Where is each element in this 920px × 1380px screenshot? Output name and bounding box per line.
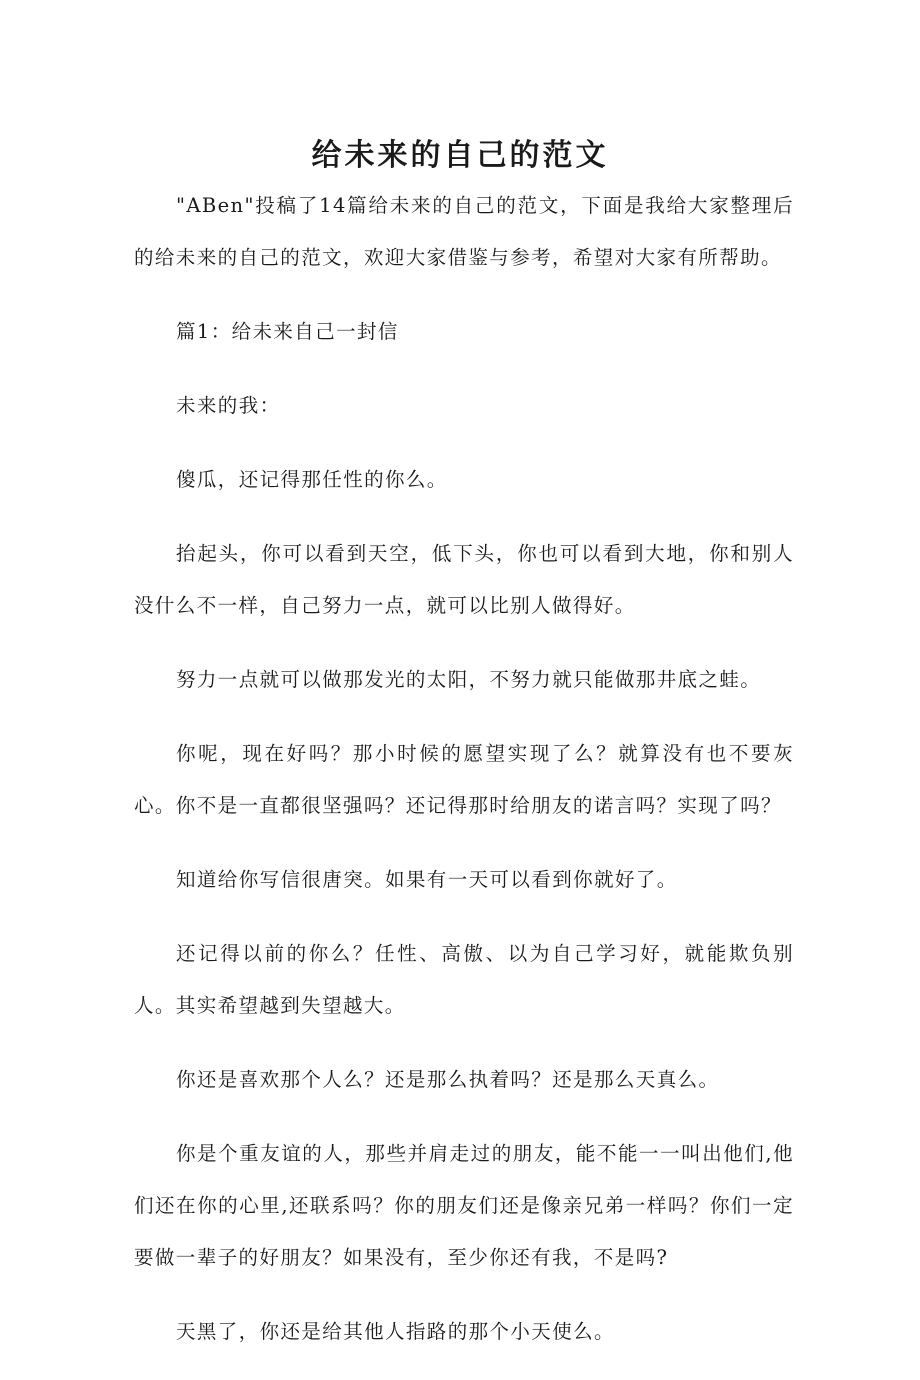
letter-salutation: 未来的我： <box>176 394 281 417</box>
body-paragraph: 你是个重友谊的人，那些并肩走过的朋友，能不能一一叫出他们,他们还在你的心里,还联系吗？你的朋友们还是像亲兄弟一样吗？你们一定要做一辈子的好朋友？如果没有，至少你还有我，不是吗? <box>134 1142 794 1269</box>
document-body <box>134 180 794 1380</box>
body-paragraph: 还记得以前的你么？任性、高傲、以为自己学习好，就能欺负别人。其实希望越到失望越大。 <box>134 942 794 1017</box>
body-paragraph: 傻瓜，还记得那任性的你么。 <box>176 468 448 491</box>
intro-paragraph: "ABen"投稿了14篇给未来的自己的范文，下面是我给大家整理后的给未来的自己的范文，欢迎大家借鉴与参考，希望对大家有所帮助。 <box>134 194 794 269</box>
body-paragraph: 努力一点就可以做那发光的太阳，不努力就只能做那井底之蛙。 <box>176 668 762 691</box>
body-paragraph: 你还是喜欢那个人么？还是那么执着吗？还是那么天真么。 <box>176 1068 720 1091</box>
body-paragraph: 天黑了，你还是给其他人指路的那个小天使么。 <box>176 1320 615 1343</box>
page-title: 给未来的自己的范文 <box>311 138 609 174</box>
body-paragraph: 知道给你写信很唐突。如果有一天可以看到你就好了。 <box>176 868 678 891</box>
body-paragraph: 你呢，现在好吗？那小时候的愿望实现了么？就算没有也不要灰心。你不是一直都很坚强吗？还记得那时给朋友的诺言吗？实现了吗？ <box>134 742 794 817</box>
section-heading: 篇1：给未来自己一封信 <box>176 320 399 343</box>
body-paragraph: 抬起头，你可以看到天空，低下头，你也可以看到大地，你和别人没什么不一样，自己努力一点，就可以比别人做得好。 <box>134 542 794 617</box>
